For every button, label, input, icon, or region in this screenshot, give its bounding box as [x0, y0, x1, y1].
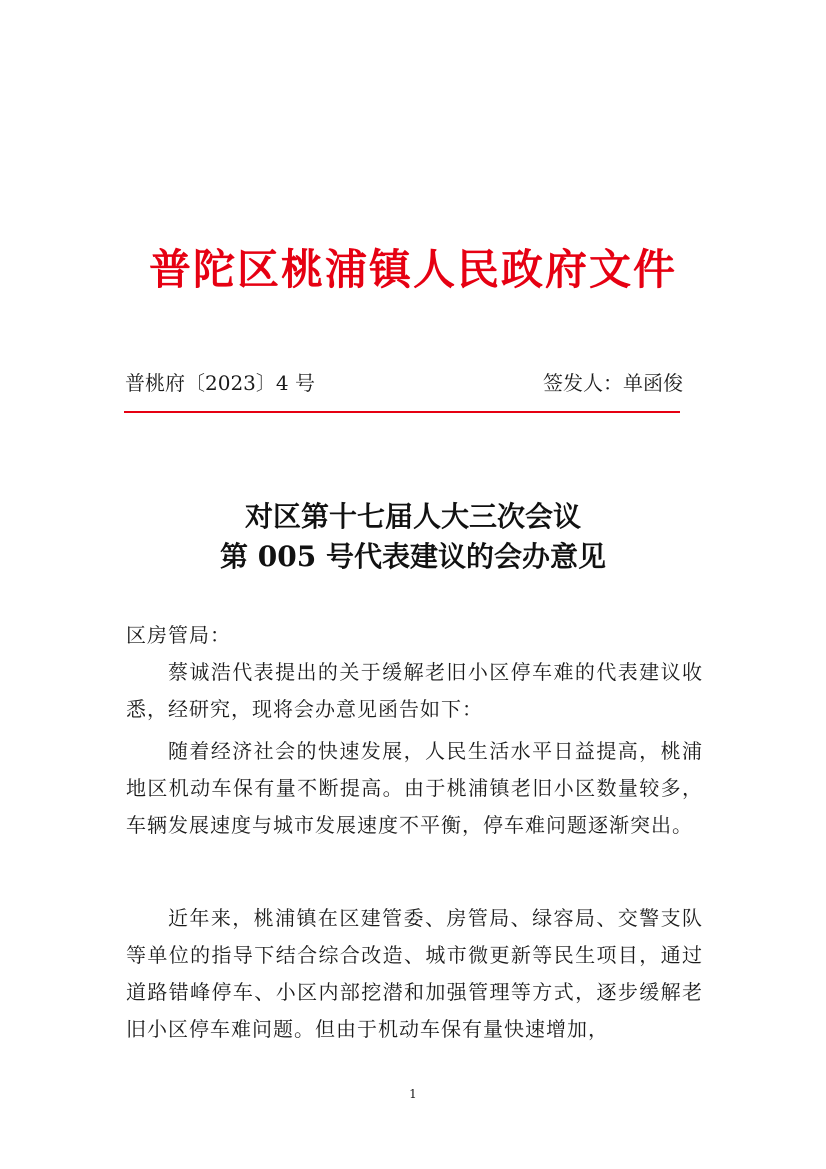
document-signer: 签发人：单函俊 [543, 371, 683, 395]
addressee: 区房管局： [126, 623, 231, 647]
header-divider-rule [124, 411, 680, 413]
document-number: 普桃府〔2023〕4 号 [125, 371, 315, 395]
document-title-line-2: 第 005 号代表建议的会办意见 [220, 540, 606, 573]
body-paragraph-3: 近年来，桃浦镇在区建管委、房管局、绿容局、交警支队等单位的指导下结合综合改造、城市微更新等民生项目，通过道路错峰停车、小区内部挖潜和加强管理等方式，逐步缓解老旧小区停车难问题。但由于机动车保有量快速增加， [126, 906, 703, 1041]
page-number: 1 [409, 1087, 417, 1101]
body-paragraph-1: 蔡诚浩代表提出的关于缓解老旧小区停车难的代表建议收悉，经研究，现将会办意见函告如下： [126, 660, 703, 721]
document-header-title: 普陀区桃浦镇人民政府文件 [148, 245, 677, 294]
document-title-line-1: 对区第十七届人大三次会议 [244, 500, 581, 533]
body-paragraph-2: 随着经济社会的快速发展，人民生活水平日益提高，桃浦地区机动车保有量不断提高。由于桃浦镇老旧小区数量较多，车辆发展速度与城市发展速度不平衡，停车难问题逐渐突出。 [126, 739, 703, 837]
